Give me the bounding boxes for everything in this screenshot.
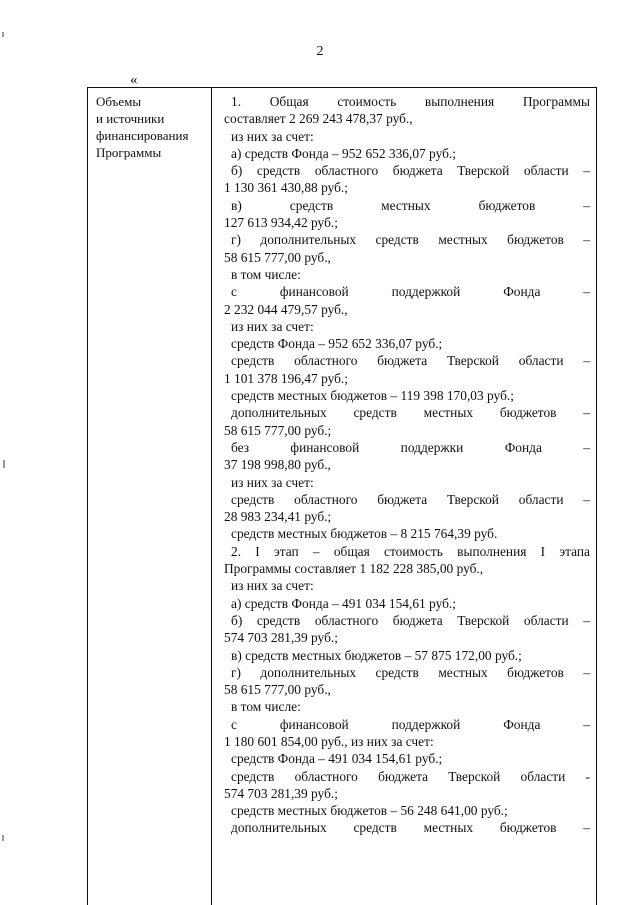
content-line: в) средств местных бюджетов – [231, 197, 590, 213]
content-line: из них за счет: [231, 578, 314, 594]
scan-artifact [2, 835, 4, 841]
content-line: 574 703 281,39 руб.; [224, 630, 338, 646]
content-line: 1 180 601 854,00 руб., из них за счет: [224, 733, 434, 749]
content-line: а) средств Фонда – 491 034 154,61 руб.; [231, 595, 456, 611]
opening-quote-mark: « [130, 72, 138, 88]
content-line: г) дополнительных средств местных бюджетов – [231, 232, 590, 248]
content-line: б) средств областного бюджета Тверской области – [231, 612, 590, 628]
content-line: без финансовой поддержки Фонда – [231, 439, 590, 455]
scan-artifact [2, 32, 4, 37]
content-line: средств областного бюджета Тверской области – [231, 353, 590, 369]
content-line: б) средств областного бюджета Тверской области – [231, 163, 590, 179]
content-line: средств местных бюджетов – 56 248 641,00 руб.; [231, 803, 508, 819]
content-line: 2 232 044 479,57 руб., [224, 301, 348, 317]
page-number: 2 [316, 44, 324, 59]
content-line: средств Фонда – 952 652 336,07 руб.; [231, 336, 443, 352]
content-line: средств местных бюджетов – 8 215 764,39 руб. [231, 526, 498, 542]
content-line: в том числе: [231, 699, 301, 715]
content-line: 58 615 777,00 руб.; [224, 422, 332, 438]
content-line: 28 983 234,41 руб.; [224, 509, 332, 525]
content-line: в том числе: [231, 266, 301, 282]
content-line: с финансовой поддержкой Фонда – [231, 716, 590, 732]
content-line: средств областного бюджета Тверской области - [231, 768, 590, 784]
content-line: 1 130 361 430,88 руб.; [224, 180, 349, 196]
content-line: дополнительных средств местных бюджетов – [231, 820, 590, 836]
content-line: 58 615 777,00 руб., [224, 682, 331, 698]
left-label-line: Объемы [96, 94, 142, 109]
content-line: 127 613 934,42 руб.; [224, 215, 338, 231]
left-label-line: и источники [96, 111, 165, 126]
content-line: из них за счет: [231, 128, 314, 144]
content-line: в) средств местных бюджетов – 57 875 172,00 руб.; [231, 647, 522, 663]
content-line: 2. I этап – общая стоимость выполнения I этапа [231, 543, 590, 559]
content-line: из них за счет: [231, 474, 314, 490]
scan-artifact [3, 460, 5, 468]
content-line: 574 703 281,39 руб.; [224, 785, 338, 801]
content-line: а) средств Фонда – 952 652 336,07 руб.; [231, 145, 456, 161]
content-line: дополнительных средств местных бюджетов – [231, 405, 590, 421]
left-column-label [96, 93, 208, 161]
content-line: 37 198 998,80 руб., [224, 457, 331, 473]
right-column-content [224, 93, 590, 837]
left-label-line: финансирования [96, 128, 189, 143]
content-line: Программы составляет 1 182 228 385,00 руб., [224, 561, 484, 577]
content-line: 58 615 777,00 руб., [224, 249, 331, 265]
column-divider [211, 87, 212, 905]
content-line: средств областного бюджета Тверской области – [231, 491, 590, 507]
content-line: 1. Общая стоимость выполнения Программы [231, 94, 590, 109]
content-line: средств Фонда – 491 034 154,61 руб.; [231, 751, 443, 767]
content-line: средств местных бюджетов – 119 398 170,03 руб.; [231, 388, 514, 404]
content-line: г) дополнительных средств местных бюджетов – [231, 664, 590, 680]
content-line: составляет 2 269 243 478,37 руб., [224, 111, 413, 127]
left-label-line: Программы [96, 145, 162, 160]
content-line: 1 101 378 196,47 руб.; [224, 370, 349, 386]
content-line: из них за счет: [231, 318, 314, 334]
content-line: с финансовой поддержкой Фонда – [231, 284, 590, 300]
